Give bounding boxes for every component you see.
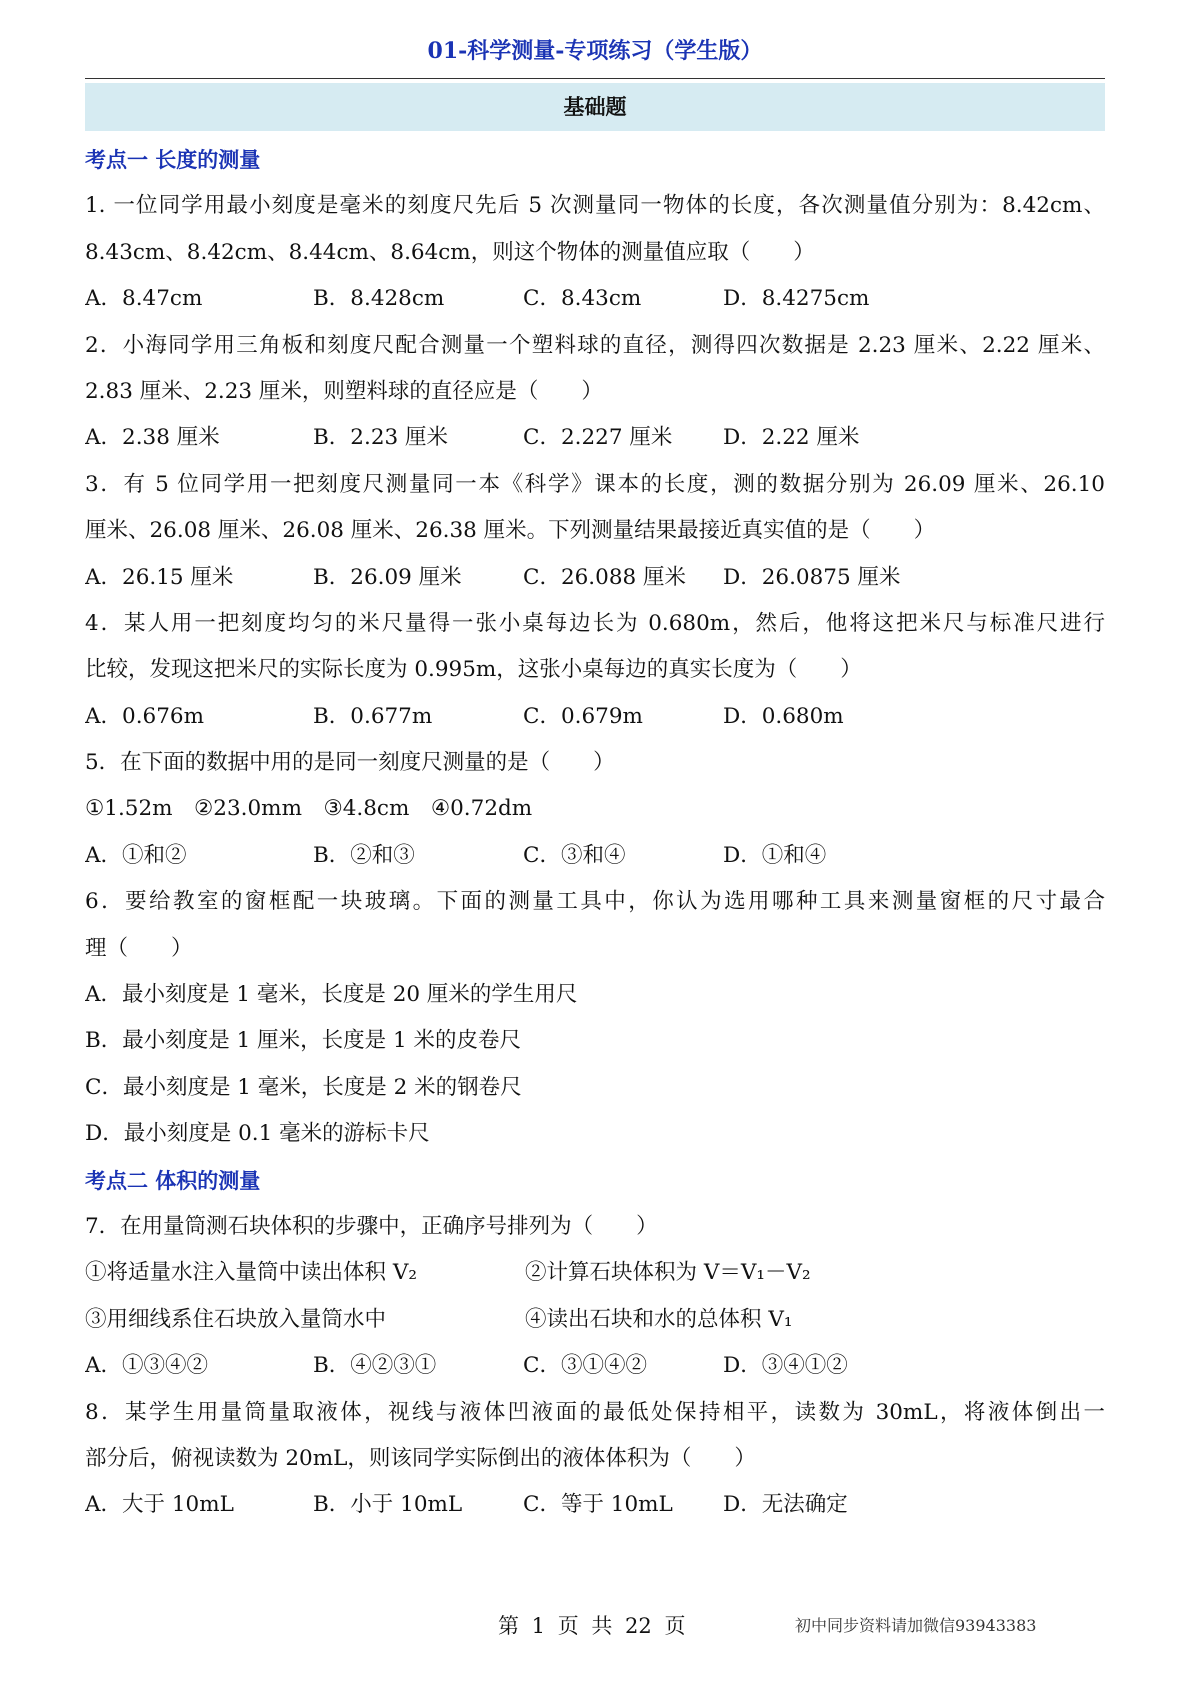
question-content xyxy=(85,137,1105,1529)
option-d: D．26.0875 厘米 xyxy=(723,564,901,590)
option-c: C．等于 10mL xyxy=(523,1492,673,1518)
option-a: A．2.38 厘米 xyxy=(85,425,220,451)
option-a: A．①和② xyxy=(85,842,187,868)
question-1-line-2: 8.43cm、8.42cm、8.44cm、8.64cm，则这个物体的测量值应取（ ） xyxy=(85,239,815,265)
section-heading-length: 考点一 长度的测量 xyxy=(85,147,261,172)
section-banner: 基础题 xyxy=(85,83,1105,131)
option-a: A．①③④② xyxy=(85,1353,209,1379)
question-3-line-2: 厘米、26.08 厘米、26.08 厘米、26.38 厘米。下列测量结果最接近真实值的是（ ） xyxy=(85,518,936,544)
option-c: C．最小刻度是 1 毫米，长度是 2 米的钢卷尺 xyxy=(85,1074,522,1100)
option-d: D．③④①② xyxy=(723,1353,848,1379)
option-a: A．8.47cm xyxy=(85,286,203,312)
question-4-line-2: 比较，发现这把米尺的实际长度为 0.995m，这张小桌每边的真实长度为（ ） xyxy=(85,657,862,683)
option-b: B．④②③① xyxy=(313,1353,437,1379)
option-c: C．26.088 厘米 xyxy=(523,564,687,590)
page-footer xyxy=(0,1610,1190,1640)
question-6-line-2: 理（ ） xyxy=(85,935,193,961)
option-b: B．8.428cm xyxy=(313,286,445,312)
option-a: A．26.15 厘米 xyxy=(85,564,234,590)
question-4-options xyxy=(85,694,1105,740)
option-b: B．小于 10mL xyxy=(313,1492,463,1518)
question-4-line-1: 4．某人用一把刻度均匀的米尺量得一张小桌每边长为 0.680m，然后，他将这把米尺与标准尺进行 xyxy=(85,610,1105,636)
option-d: D．最小刻度是 0.1 毫米的游标卡尺 xyxy=(85,1121,430,1147)
question-3-line-1: 3．有 5 位同学用一把刻度尺测量同一本《科学》课本的长度，测的数据分别为 26.09 厘米、26.10 xyxy=(85,471,1105,497)
option-c: C．0.679m xyxy=(523,703,643,729)
option-d: D．0.680m xyxy=(723,703,844,729)
step-3: ③用细线系住石块放入量筒水中 xyxy=(85,1306,387,1332)
question-2-line-2: 2.83 厘米、2.23 厘米，则塑料球的直径应是（ ） xyxy=(85,378,603,404)
document-title: 01-科学测量-专项练习（学生版） xyxy=(427,38,763,64)
step-4: ④读出石块和水的总体积 V₁ xyxy=(525,1306,793,1332)
option-a: A．0.676m xyxy=(85,703,204,729)
option-d: D．①和④ xyxy=(723,842,827,868)
option-a: A．大于 10mL xyxy=(85,1492,234,1518)
footer-promo-text: 初中同步资料请加微信93943383 xyxy=(795,1616,1037,1635)
title-divider xyxy=(85,78,1105,79)
step-2: ②计算石块体积为 V＝V₁－V₂ xyxy=(525,1260,811,1286)
question-2-options xyxy=(85,415,1105,461)
option-d: D．8.4275cm xyxy=(723,286,870,312)
option-b: B．26.09 厘米 xyxy=(313,564,462,590)
question-5-data: ①1.52m ②23.0mm ③4.8cm ④0.72dm xyxy=(85,796,533,822)
question-5-options xyxy=(85,833,1105,879)
option-c: C．③①④② xyxy=(523,1353,647,1379)
question-7-options xyxy=(85,1343,1105,1389)
option-d: D．2.22 厘米 xyxy=(723,425,860,451)
option-d: D．无法确定 xyxy=(723,1492,848,1518)
section-heading-volume: 考点二 体积的测量 xyxy=(85,1167,261,1193)
question-1-options xyxy=(85,276,1105,322)
option-b: B．②和③ xyxy=(313,842,415,868)
option-a: A．最小刻度是 1 毫米，长度是 20 厘米的学生用尺 xyxy=(85,982,578,1008)
question-8-line-1: 8．某学生用量筒量取液体，视线与液体凹液面的最低处保持相平，读数为 30mL，将液体倒出一 xyxy=(85,1399,1105,1425)
page-number: 第 1 页 共 22 页 xyxy=(498,1614,686,1638)
question-1-line-1: 1. 一位同学用最小刻度是毫米的刻度尺先后 5 次测量同一物体的长度，各次测量值分别为：8.42cm、 xyxy=(85,193,1105,219)
question-2-line-1: 2．小海同学用三角板和刻度尺配合测量一个塑料球的直径，测得四次数据是 2.23 厘米、2.22 厘米、 xyxy=(85,332,1105,358)
question-8-line-2: 部分后，俯视读数为 20mL，则该同学实际倒出的液体体积为（ ） xyxy=(85,1445,756,1471)
option-c: C．③和④ xyxy=(523,842,626,868)
option-c: C．8.43cm xyxy=(523,286,642,312)
question-8-options xyxy=(85,1482,1105,1528)
question-3-options xyxy=(85,555,1105,601)
question-7-line-1: 7．在用量筒测石块体积的步骤中，正确序号排列为（ ） xyxy=(85,1213,658,1239)
option-b: B．0.677m xyxy=(313,703,433,729)
question-7-steps-row-2 xyxy=(85,1297,1105,1343)
question-6-line-1: 6．要给教室的窗框配一块玻璃。下面的测量工具中，你认为选用哪种工具来测量窗框的尺寸最合 xyxy=(85,889,1105,915)
step-1: ①将适量水注入量筒中读出体积 V₂ xyxy=(85,1260,417,1286)
option-c: C．2.227 厘米 xyxy=(523,425,673,451)
question-5-line-1: 5．在下面的数据中用的是同一刻度尺测量的是（ ） xyxy=(85,750,615,776)
question-7-steps-row-1 xyxy=(85,1250,1105,1296)
option-b: B．最小刻度是 1 厘米，长度是 1 米的皮卷尺 xyxy=(85,1028,521,1054)
option-b: B．2.23 厘米 xyxy=(313,425,449,451)
